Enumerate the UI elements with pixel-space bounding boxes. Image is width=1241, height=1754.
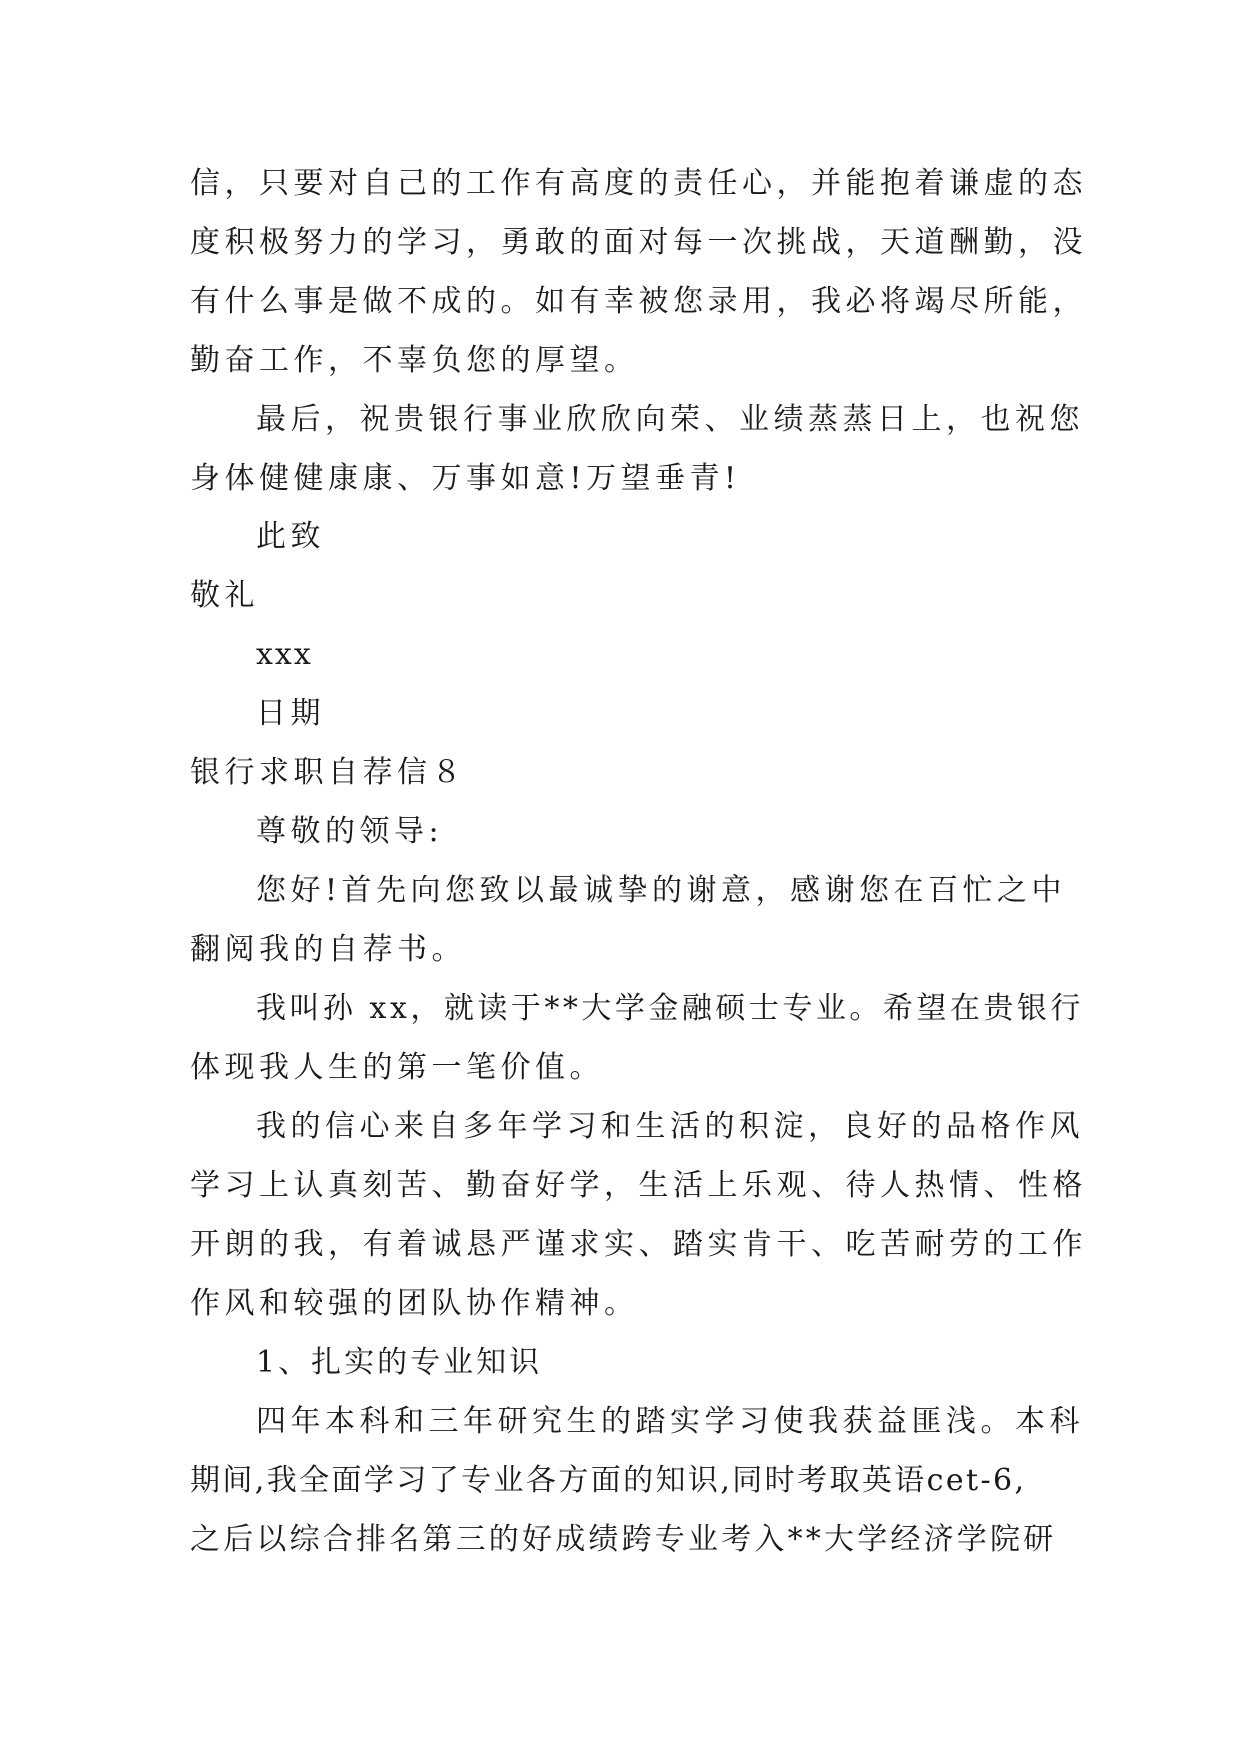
body-text-line: 有什么事是做不成的。如有幸被您录用，我必将竭尽所能， bbox=[190, 284, 1087, 319]
body-text-line: 勤奋工作，不辜负您的厚望。 bbox=[190, 343, 639, 378]
body-text-line: 四年本科和三年研究生的踏实学习使我获益匪浅。本科 bbox=[256, 1404, 1084, 1439]
body-text-line: 之后以综合排名第三的好成绩跨专业考入**大学经济学院研 bbox=[190, 1522, 1057, 1557]
body-text-line: 学习上认真刻苦、勤奋好学，生活上乐观、待人热情、性格 bbox=[190, 1168, 1087, 1203]
body-text-line: 信，只要对自己的工作有高度的责任心，并能抱着谦虚的态 bbox=[190, 166, 1087, 201]
body-text-line: 我叫孙 xx，就读于**大学金融硕士专业。希望在贵银行 bbox=[256, 991, 1084, 1026]
body-text-line: 翻阅我的自荐书。 bbox=[190, 932, 466, 967]
signature-name: xxx bbox=[256, 637, 313, 672]
body-text-line: 度积极努力的学习，勇敢的面对每一次挑战，天道酬勤，没 bbox=[190, 225, 1087, 260]
salutation-regards: 敬礼 bbox=[190, 578, 259, 613]
closing-wish-line: 最后，祝贵银行事业欣欣向荣、业绩蒸蒸日上，也祝您 bbox=[256, 402, 1084, 437]
section-title: 银行求职自荐信８ bbox=[190, 755, 466, 790]
body-text-line: 体现我人生的第一笔价值。 bbox=[190, 1050, 604, 1085]
salutation-closing: 此致 bbox=[256, 519, 325, 554]
body-text-line: 您好!首先向您致以最诚挚的谢意，感谢您在百忙之中 bbox=[256, 873, 1067, 908]
body-text-line: 开朗的我，有着诚恳严谨求实、踏实肯干、吃苦耐劳的工作 bbox=[190, 1227, 1087, 1262]
closing-wish-line: 身体健健康康、万事如意!万望垂青! bbox=[190, 461, 741, 496]
body-text-line: 作风和较强的团队协作精神。 bbox=[190, 1286, 639, 1321]
subsection-heading: 1、扎实的专业知识 bbox=[256, 1345, 543, 1380]
letter-greeting: 尊敬的领导: bbox=[256, 814, 444, 849]
body-text-line: 我的信心来自多年学习和生活的积淀，良好的品格作风 bbox=[256, 1109, 1084, 1144]
body-text-line: 期间,我全面学习了专业各方面的知识,同时考取英语cet-6, bbox=[190, 1463, 1027, 1498]
signature-date: 日期 bbox=[256, 696, 325, 731]
